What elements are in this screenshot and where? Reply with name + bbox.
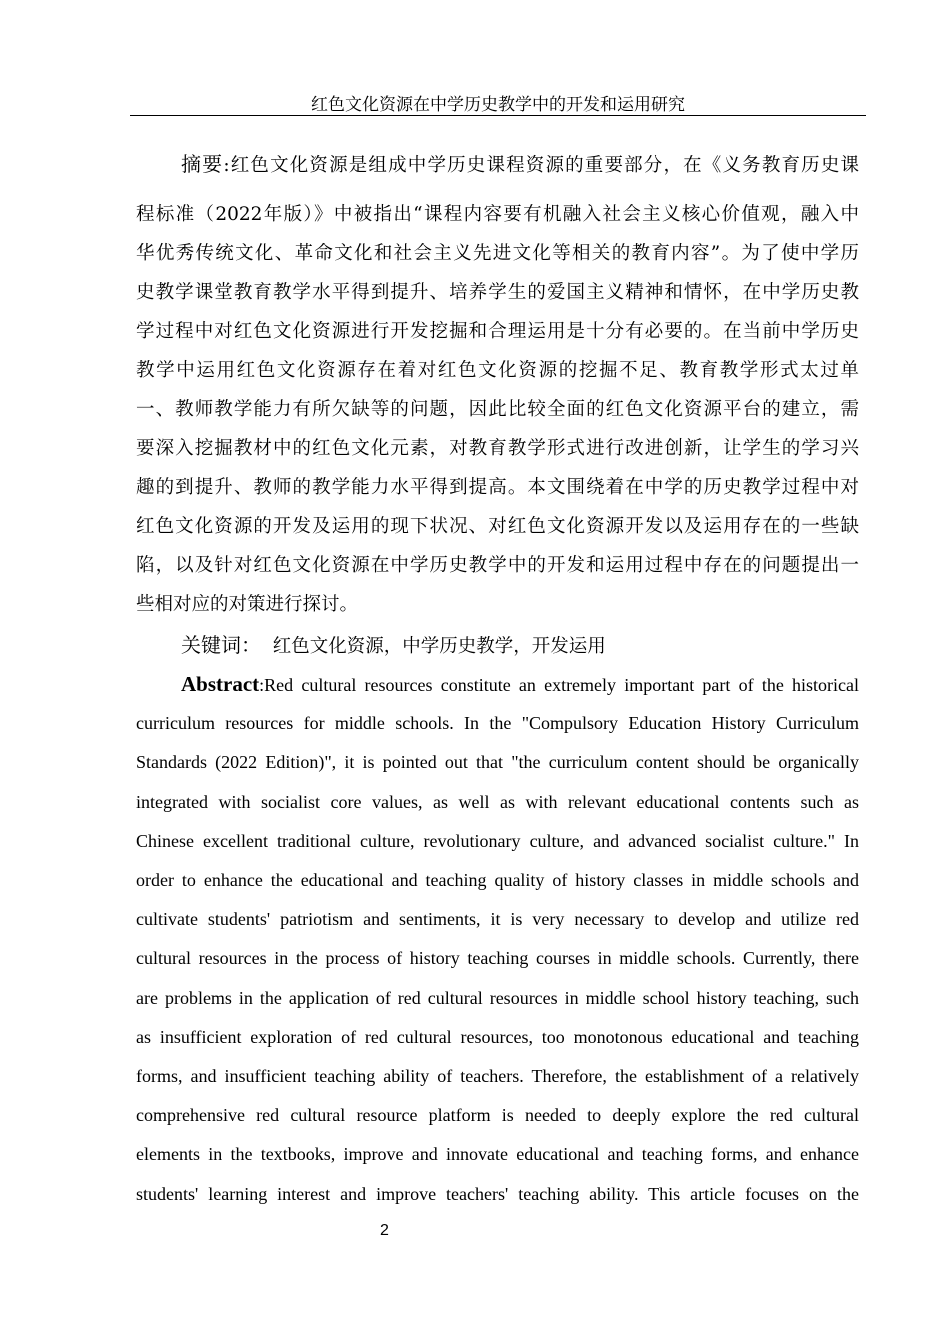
running-header: 红色文化资源在中学历史教学中的开发和运用研究 — [311, 95, 685, 115]
abstract-cn-line — [136, 554, 859, 578]
line-text: comprehensive red cultural resource platform is needed to deeply explore the red cultural — [136, 1105, 859, 1126]
abstract-cn-label: 摘要 — [181, 152, 224, 176]
abstract-en-line — [136, 986, 859, 1010]
line-text: 程标准（2022年版）》中被指出“课程内容要有机融入社会主义核心价值观，融入中 — [136, 204, 859, 225]
line-text: curriculum resources for middle schools. In the "Compulsory Education History Curriculum — [136, 713, 859, 734]
abstract-en-line — [181, 672, 859, 696]
line-text: 红色文化资源的开发及运用的现下状况、对红色文化资源开发以及运用存在的一些缺 — [136, 516, 859, 537]
line-text: Standards (2022 Edition)", it is pointed out that "the curriculum content should be organically — [136, 752, 859, 773]
abstract-en-line — [136, 1103, 859, 1127]
abstract-en-line — [136, 1025, 859, 1049]
abstract-en-line — [136, 1142, 859, 1166]
line-text: 教学中运用红色文化资源存在着对红色文化资源的挖掘不足、教育教学形式太过单 — [136, 360, 859, 381]
line-text: cultivate students' patriotism and sentiments, it is very necessary to develop and utilize red — [136, 909, 859, 930]
abstract-cn-line — [136, 203, 859, 227]
abstract-cn-line — [136, 359, 859, 383]
abstract-cn-line — [136, 242, 859, 266]
keywords-label: 关键词： — [181, 633, 261, 657]
page-number: 2 — [380, 1222, 389, 1239]
abstract-en-line — [136, 946, 859, 970]
abstract-en-line — [136, 1182, 859, 1206]
abstract-cn-line — [136, 437, 859, 461]
line-text: 学过程中对红色文化资源进行开发挖掘和合理运用是十分有必要的。在当前中学历史 — [136, 321, 859, 342]
abstract-en-label: Abstract — [181, 672, 260, 696]
line-text: are problems in the application of red cultural resources in middle school history teaching, such — [136, 987, 859, 1008]
abstract-en-line — [136, 907, 859, 931]
abstract-cn-line — [136, 398, 859, 422]
line-text: :Red cultural resources constitute an extremely important part of the historical — [259, 675, 859, 695]
line-text: 陷，以及针对红色文化资源在中学历史教学中的开发和运用过程中存在的问题提出一 — [136, 555, 859, 576]
line-text: students' learning interest and improve teachers' teaching ability. This article focuses on the — [136, 1183, 859, 1204]
line-text: 一、教师教学能力有所欠缺等的问题，因此比较全面的红色文化资源平台的建立，需 — [136, 399, 859, 420]
keywords-text: 红色文化资源，中学历史教学，开发运用 — [272, 636, 606, 657]
line-text: Chinese excellent traditional culture, revolutionary culture, and advanced socialist culture." In — [136, 830, 859, 851]
line-text: :红色文化资源是组成中学历史课程资源的重要部分，在《义务教育历史课 — [223, 155, 859, 176]
abstract-en-line — [136, 829, 859, 853]
line-text: 些相对应的对策进行探讨。 — [136, 594, 359, 615]
line-text: order to enhance the educational and teaching quality of history classes in middle schools and — [136, 870, 859, 890]
header-rule — [130, 115, 866, 116]
line-text: 要深入挖掘教材中的红色文化元素，对教育教学形式进行改进创新，让学生的学习兴 — [136, 438, 859, 459]
abstract-en-line — [136, 790, 859, 814]
abstract-cn-line — [181, 152, 859, 176]
line-text: 趣的到提升、教师的教学能力水平得到提高。本文围绕着在中学的历史教学过程中对 — [136, 477, 859, 498]
line-text: forms, and insufficient teaching ability of teachers. Therefore, the establishment of a relatively — [136, 1066, 859, 1086]
line-text: 华优秀传统文化、革命文化和社会主义先进文化等相关的教育内容”。为了使中学历 — [136, 243, 859, 264]
abstract-cn-line — [136, 320, 859, 344]
abstract-cn-line — [136, 281, 859, 305]
abstract-en-line — [136, 711, 859, 735]
line-text: as insufficient exploration of red cultural resources, too monotonous educational and teaching — [136, 1026, 859, 1047]
abstract-cn-line — [136, 515, 859, 539]
abstract-en-line — [136, 868, 859, 892]
line-text: 史教学课堂教育教学水平得到提升、培养学生的爱国主义精神和情怀，在中学历史教 — [136, 282, 859, 303]
abstract-cn-line — [136, 476, 859, 500]
abstract-cn-line — [136, 593, 859, 617]
abstract-en-line — [136, 750, 859, 774]
line-text: cultural resources in the process of history teaching courses in middle schools. Currently, there — [136, 948, 859, 969]
abstract-en-line — [136, 1064, 859, 1088]
keywords — [181, 633, 859, 657]
line-text: elements in the textbooks, improve and innovate educational and teaching forms, and enhance — [136, 1144, 859, 1165]
line-text: integrated with socialist core values, as well as with relevant educational contents such as — [136, 791, 859, 812]
